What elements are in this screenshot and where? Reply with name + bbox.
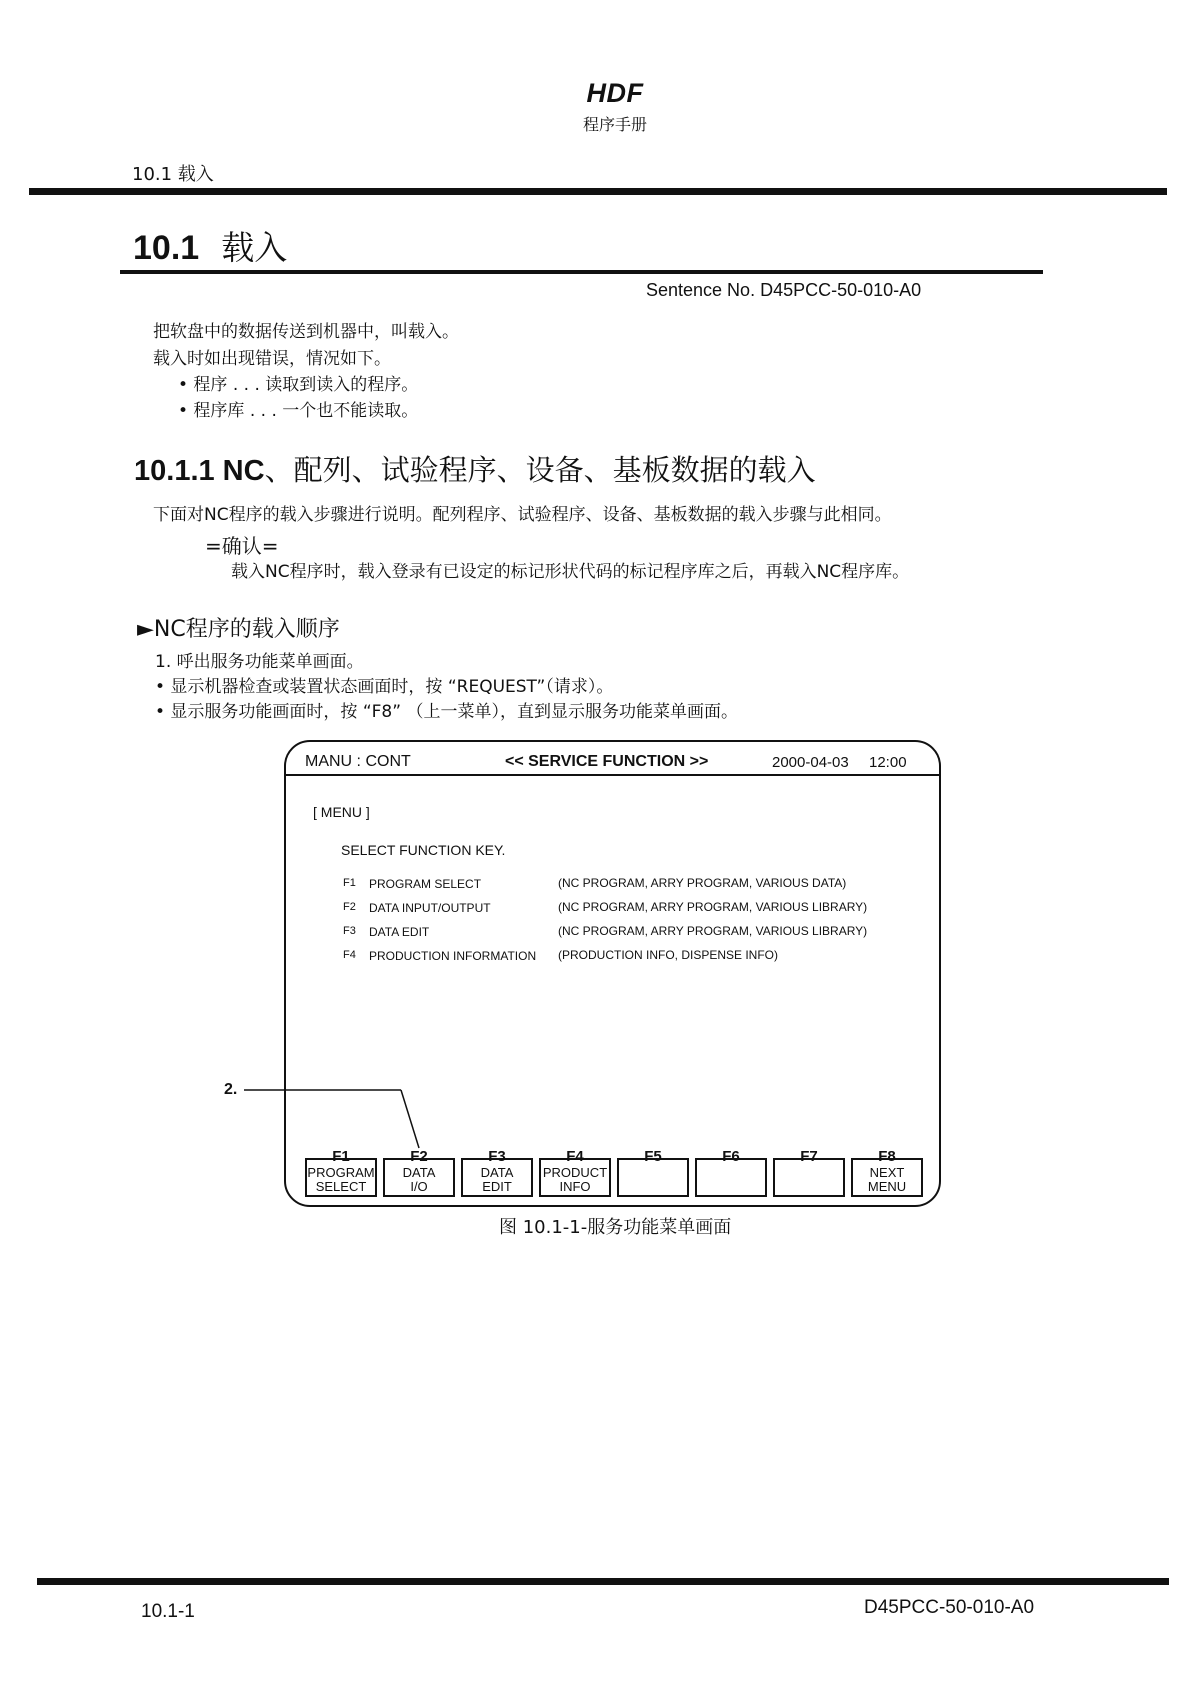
running-header: 10.1 载入 xyxy=(132,164,214,185)
screen-mode: MANU : CONT xyxy=(305,753,411,770)
fkey-f5-label: F5 xyxy=(644,1148,662,1165)
confirm-label: =确认= xyxy=(205,534,279,558)
procedure-heading: ►NC程序的载入顺序 xyxy=(137,617,340,642)
fkey-f7-label: F7 xyxy=(800,1148,818,1165)
intro-bullet-library: • 程序库 . . . 一个也不能读取。 xyxy=(178,401,419,421)
section-text: 载入 xyxy=(221,228,288,267)
menu-desc-f3: (NC PROGRAM, ARRY PROGRAM, VARIOUS LIBRARY) xyxy=(558,924,868,938)
figure-caption: 图 10.1-1-服务功能菜单画面 xyxy=(499,1217,732,1238)
confirm-text: 载入NC程序时，载入登录有已设定的标记形状代码的标记程序库之后，再载入NC程序库。 xyxy=(231,562,910,582)
section-number: 10.1 xyxy=(133,229,200,267)
subsection-title xyxy=(134,448,816,489)
subsection-description: 下面对NC程序的载入步骤进行说明。配列程序、试验程序、设备、基板数据的载入步骤与此相同。 xyxy=(153,505,892,525)
fkey-f6-label: F6 xyxy=(722,1148,740,1165)
fkey-f1-program-select[interactable] xyxy=(303,1148,379,1197)
menu-desc-f1: (NC PROGRAM, ARRY PROGRAM, VARIOUS DATA) xyxy=(558,876,847,890)
fkey-f3-text: DATA EDIT xyxy=(480,1165,514,1194)
document-number: D45PCC-50-010-A0 xyxy=(864,1597,1035,1618)
fkey-f4-label: F4 xyxy=(566,1148,584,1165)
screen-title: << SERVICE FUNCTION >> xyxy=(505,753,709,770)
page-number: 10.1-1 xyxy=(141,1601,195,1622)
screen-time: 12:00 xyxy=(869,754,907,771)
section-title xyxy=(133,222,287,269)
fkey-f2-text: DATA I/O xyxy=(402,1165,436,1194)
fkey-f4-text: PRODUCT INFO xyxy=(542,1165,608,1194)
menu-key-f2: F2 xyxy=(343,901,356,913)
callout-pointer xyxy=(220,1076,440,1156)
screen-title-bar-line xyxy=(284,774,939,776)
menu-key-f3: F3 xyxy=(343,925,356,937)
brand-title: HDF xyxy=(586,78,644,108)
fkey-f5[interactable] xyxy=(615,1148,691,1197)
menu-key-f4: F4 xyxy=(343,949,356,961)
intro-line-1: 把软盘中的数据传送到机器中，叫载入。 xyxy=(153,322,459,342)
intro-bullet-program: • 程序 . . . 读取到读入的程序。 xyxy=(178,375,419,395)
screen-prompt: SELECT FUNCTION KEY. xyxy=(341,842,506,858)
procedure-bullet-1: • 显示机器检查或装置状态画面时，按 “REQUEST”（请求）。 xyxy=(155,677,614,697)
fkey-f8-label: F8 xyxy=(878,1148,896,1165)
screen-date: 2000-04-03 xyxy=(772,754,849,771)
header-rule xyxy=(29,188,1167,195)
menu-desc-f2: (NC PROGRAM, ARRY PROGRAM, VARIOUS LIBRARY) xyxy=(558,900,868,914)
footer-rule xyxy=(37,1578,1169,1585)
fkey-f6[interactable] xyxy=(693,1148,769,1197)
menu-item-data-edit[interactable]: DATA EDIT xyxy=(369,925,430,939)
brand-subtitle: 程序手册 xyxy=(582,115,647,134)
sentence-number: Sentence No. D45PCC-50-010-A0 xyxy=(646,280,922,300)
menu-key-f1: F1 xyxy=(343,877,356,889)
callout-label: 2. xyxy=(224,1081,238,1098)
menu-item-data-input-output[interactable]: DATA INPUT/OUTPUT xyxy=(369,901,491,915)
fkey-f2-data-io[interactable] xyxy=(381,1148,457,1197)
menu-item-program-select[interactable]: PROGRAM SELECT xyxy=(369,877,482,891)
fkey-f1-label: F1 xyxy=(332,1148,350,1165)
menu-desc-f4: (PRODUCTION INFO, DISPENSE INFO) xyxy=(558,948,779,962)
menu-item-production-information[interactable]: PRODUCTION INFORMATION xyxy=(369,949,537,963)
fkey-f8-next-menu[interactable] xyxy=(849,1148,925,1197)
fkey-f1-text: PROGRAM SELECT xyxy=(307,1165,375,1194)
fkey-f3-label: F3 xyxy=(488,1148,506,1165)
procedure-step-1: 1. 呼出服务功能菜单画面。 xyxy=(155,652,364,672)
subsection-text: 、配列、试验程序、设备、基板数据的载入 xyxy=(264,453,816,487)
fkey-f2-label: F2 xyxy=(410,1148,428,1165)
fkey-f3-data-edit[interactable] xyxy=(459,1148,535,1197)
subsection-number: 10.1.1 NC xyxy=(134,455,265,487)
intro-line-2: 载入时如出现错误，情况如下。 xyxy=(153,349,391,369)
screen-menu-label: [ MENU ] xyxy=(313,804,370,820)
fkey-f8-text: NEXT MENU xyxy=(867,1165,907,1194)
procedure-bullet-2: • 显示服务功能画面时，按 “F8” （上一菜单），直到显示服务功能菜单画面。 xyxy=(155,702,738,722)
fkey-f4-product-info[interactable] xyxy=(537,1148,613,1197)
fkey-f7[interactable] xyxy=(771,1148,847,1197)
section-rule xyxy=(120,270,1043,274)
